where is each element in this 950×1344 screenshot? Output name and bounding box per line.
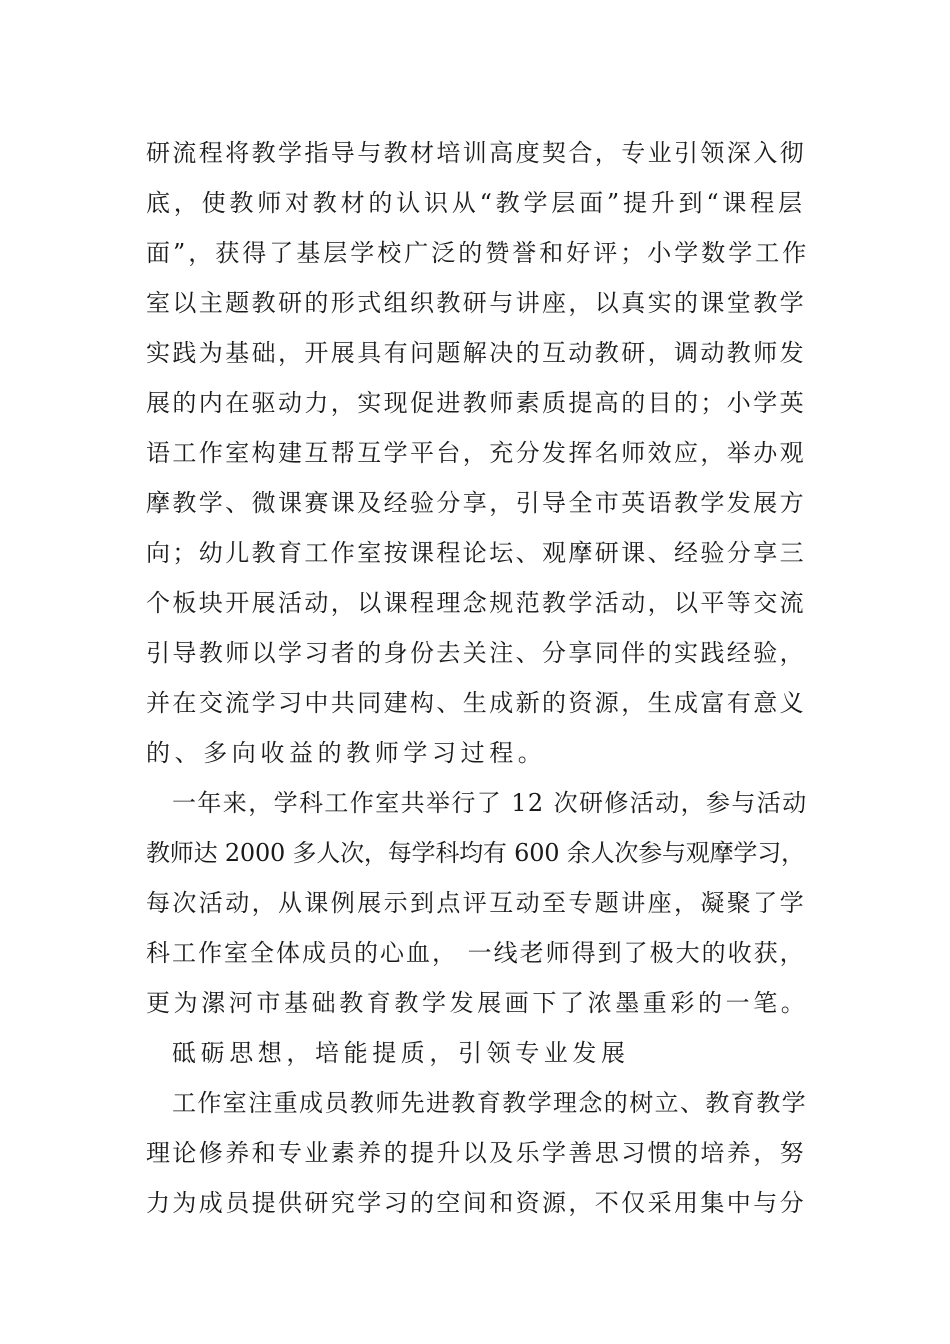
text-line: 理论修养和专业素养的提升以及乐学善思习惯的培养，努 (146, 1139, 806, 1167)
text-line: 向；幼儿教育工作室按课程论坛、观摩研课、经验分享三 (146, 539, 806, 567)
text-line: 并在交流学习中共同建构、生成新的资源，生成富有意义 (146, 689, 806, 717)
text-line: 科工作室全体成员的心血， 一线老师得到了极大的收获， (146, 939, 806, 967)
text-line: 语工作室构建互帮互学平台，充分发挥名师效应，举办观 (146, 439, 806, 467)
text-line: 的、多向收益的教师学习过程。 (146, 739, 547, 767)
text-line: 展的内在驱动力，实现促进教师素质提高的目的；小学英 (146, 389, 806, 417)
paragraph-start-line: 工作室注重成员教师先进教育教学理念的树立、教育教学 (172, 1089, 807, 1117)
text-line: 引导教师以学习者的身份去关注、分享同伴的实践经验， (146, 639, 806, 667)
text-line: 力为成员提供研究学习的空间和资源，不仅采用集中与分 (146, 1189, 806, 1217)
text-line: 每次活动，从课例展示到点评互动至专题讲座，凝聚了学 (146, 889, 806, 917)
text-line: 摩教学、微课赛课及经验分享，引导全市英语教学发展方 (146, 489, 806, 517)
section-heading: 砥砺思想，培能提质，引领专业发展 (172, 1039, 630, 1067)
text-line: 个板块开展活动，以课程理念规范教学活动，以平等交流 (146, 589, 806, 617)
text-line: 面”，获得了基层学校广泛的赞誉和好评；小学数学工作 (146, 239, 810, 267)
text-line: 教师达 2000 多人次，每学科均有 600 余人次参与观摩学习， (146, 839, 805, 867)
text-line: 更为漯河市基础教育教学发展画下了浓墨重彩的一笔。 (146, 989, 809, 1017)
text-line: 底，使教师对教材的认识从“教学层面”提升到“课程层 (146, 189, 806, 217)
text-line: 室以主题教研的形式组织教研与讲座，以真实的课堂教学 (146, 289, 806, 317)
paragraph-start-line: 一年来，学科工作室共举行了 12 次研修活动，参与活动 (172, 789, 808, 817)
text-line: 研流程将教学指导与教材培训高度契合，专业引领深入彻 (146, 139, 806, 167)
text-line: 实践为基础，开展具有问题解决的互动教研，调动教师发 (146, 339, 806, 367)
